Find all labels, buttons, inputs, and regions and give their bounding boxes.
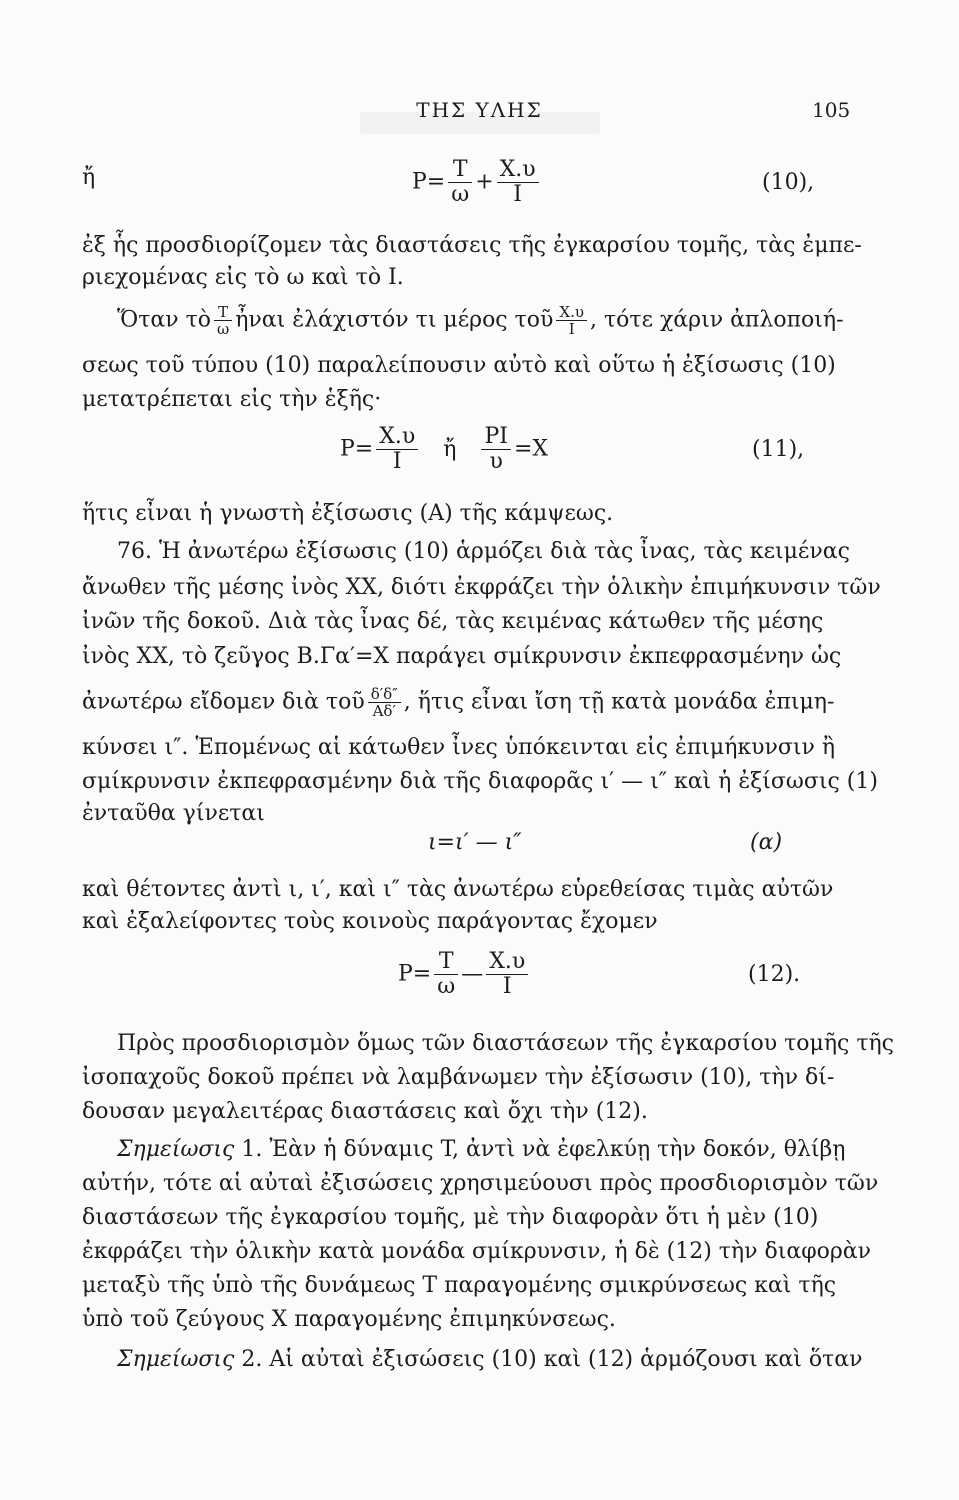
inline-fraction: $\frac{\delta'\delta''}{A\delta'}$: [368, 686, 401, 719]
text-line: ἄνωθεν τῆς μέσης ἰνὸς XX, διότι ἐκφράζει τὴν ὁλικὴν ἐπιμήκυνσιν τῶν: [82, 575, 881, 600]
inline-fraction: $\frac{X.\upsilon}{I}$: [556, 304, 587, 337]
running-header: ΤΗΣ ΥΛΗΣ: [416, 98, 543, 122]
equation-10-number: (10),: [762, 170, 815, 195]
note-label: Σημείωσις: [117, 1347, 235, 1372]
fraction-t-omega: $\frac{T}{\omega}$: [448, 158, 472, 207]
eq-lhs: P=: [412, 169, 446, 195]
equation-11-number: (11),: [752, 437, 805, 462]
text-line: διαστάσεων τῆς ἐγκαρσίου τομῆς, μὲ τὴν διαφορὰν ὅτι ἡ μὲν (10): [82, 1205, 819, 1230]
equation-12: P= $\frac{T}{\omega}$ — $\frac{X.\upsilon}{I}$: [398, 950, 531, 999]
fraction: $\frac{X.\upsilon}{I}$: [486, 950, 528, 999]
fraction: $\frac{PI}{\upsilon}$: [481, 425, 511, 474]
text-line: ἐξ ἧς προσδιορίζομεν τὰς διαστάσεις τῆς ἐγκαρσίου τομῆς, τὰς ἐμπε-: [82, 233, 862, 258]
text-line: 76. Ἡ ἀνωτέρω ἐξίσωσις (10) ἁρμόζει διὰ τὰς ἶνας, τὰς κειμένας: [117, 539, 850, 564]
text-line: σμίκρυνσιν ἐκπεφρασμένην διὰ τῆς διαφορᾶς ι′ — ι″ καὶ ἡ ἐξίσωσις (1): [82, 769, 878, 794]
inline-fraction: $\frac{T}{\omega}$: [214, 304, 232, 337]
text-line: ἰνὸς XX, τὸ ζεῦγος B.Γα′=X παράγει σμίκρυνσιν ἐκπεφρασμένην ὡς: [82, 644, 842, 669]
note-1-heading-line: Σημείωσις 1. Ἐὰν ἡ δύναμις T, ἀντὶ νὰ ἐφελκύῃ τὴν δοκόν, θλίβῃ: [117, 1137, 846, 1162]
text-line: δουσαν μεγαλειτέρας διαστάσεις καὶ ὄχι τὴν (12).: [82, 1099, 648, 1124]
equation-alpha-number: (α): [750, 830, 783, 855]
fraction-x-i: $\frac{X.\upsilon}{I}$: [497, 158, 539, 207]
equation-12-number: (12).: [748, 962, 801, 987]
text-line: ἰσοπαχοῦς δοκοῦ πρέπει νὰ λαμβάνωμεν τὴν ἐξίσωσιν (10), τὴν δί-: [82, 1065, 835, 1090]
equation-alpha: ι=ι′ — ι″: [428, 830, 522, 855]
text-line: μεταξὺ τῆς ὑπὸ τῆς δυνάμεως T παραγομένης σμικρύνσεως καὶ τῆς: [82, 1273, 837, 1298]
text-line: καὶ θέτοντες ἀντὶ ι, ι′, καὶ ι″ τὰς ἀνωτέρω εὑρεθείσας τιμὰς αὐτῶν: [82, 877, 834, 902]
text-line: μετατρέπεται εἰς τὴν ἑξῆς·: [82, 387, 382, 412]
fraction: $\frac{T}{\omega}$: [434, 950, 458, 999]
fraction: $\frac{X.\upsilon}{I}$: [376, 425, 418, 474]
text-line: κύνσει ι″. Ἑπομένως αἱ κάτωθεν ἶνες ὑπόκεινται εἰς ἐπιμήκυνσιν ἢ: [82, 735, 836, 760]
equation-10: [412, 158, 542, 207]
text-line: καὶ ἐξαλείφοντες τοὺς κοινοὺς παράγοντας ἔχομεν: [82, 909, 658, 934]
text-line: ἐνταῦθα γίνεται: [82, 801, 265, 826]
text-line: Πρὸς προσδιορισμὸν ὅμως τῶν διαστάσεων τῆς ἐγκαρσίου τομῆς τῆς: [117, 1031, 895, 1056]
equation-11: P= $\frac{X.\upsilon}{I}$ ἤ $\frac{PI}{\upsilon}$ =X: [340, 424, 549, 474]
text-line: ὑπὸ τοῦ ζεύγους X παραγομένης ἐπιμηκύνσεως.: [82, 1307, 616, 1332]
text-line-with-fraction: ἀνωτέρω εἴδομεν διὰ τοῦ $\frac{\delta'\delta''}{A\delta'}$ , ἥτις εἶναι ἴση τῇ κατὰ μονάδα ἐπιμη-: [82, 685, 835, 720]
text-line: ἥτις εἶναι ἡ γνωστὴ ἐξίσωσις (Α) τῆς κάμψεως.: [82, 501, 614, 526]
text-line: ριεχομένας εἰς τὸ ω καὶ τὸ I.: [82, 265, 404, 290]
text-line-with-fractions: Ὅταν τὸ $\frac{T}{\omega}$ ἦναι ἐλάχιστόν τι μέρος τοῦ $\frac{X.\upsilon}{I}$ , τότε χάριν ἀπλοποιή-: [117, 303, 844, 338]
equation-10-lead: ἤ: [82, 165, 96, 190]
text-line: ἰνῶν τῆς δοκοῦ. Διὰ τὰς ἶνας δέ, τὰς κειμένας κάτωθεν τῆς μέσης: [82, 609, 824, 634]
text-line: αὐτήν, τότε αἱ αὐταὶ ἐξισώσεις χρησιμεύουσι πρὸς προσδιορισμὸν τῶν: [82, 1171, 879, 1196]
note-label: Σημείωσις: [117, 1137, 235, 1162]
note-2-heading-line: Σημείωσις 2. Αἱ αὐταὶ ἐξισώσεις (10) καὶ (12) ἁρμόζουσι καὶ ὅταν: [117, 1347, 863, 1372]
text-line: σεως τοῦ τύπου (10) παραλείπουσιν αὐτὸ καὶ οὕτω ἡ ἐξίσωσις (10): [82, 353, 836, 378]
text-line: ἐκφράζει τὴν ὁλικὴν κατὰ μονάδα σμίκρυνσιν, ἡ δὲ (12) τὴν διαφορὰν: [82, 1239, 872, 1264]
eq-plus: +: [475, 169, 494, 195]
page-number: 105: [812, 98, 851, 122]
